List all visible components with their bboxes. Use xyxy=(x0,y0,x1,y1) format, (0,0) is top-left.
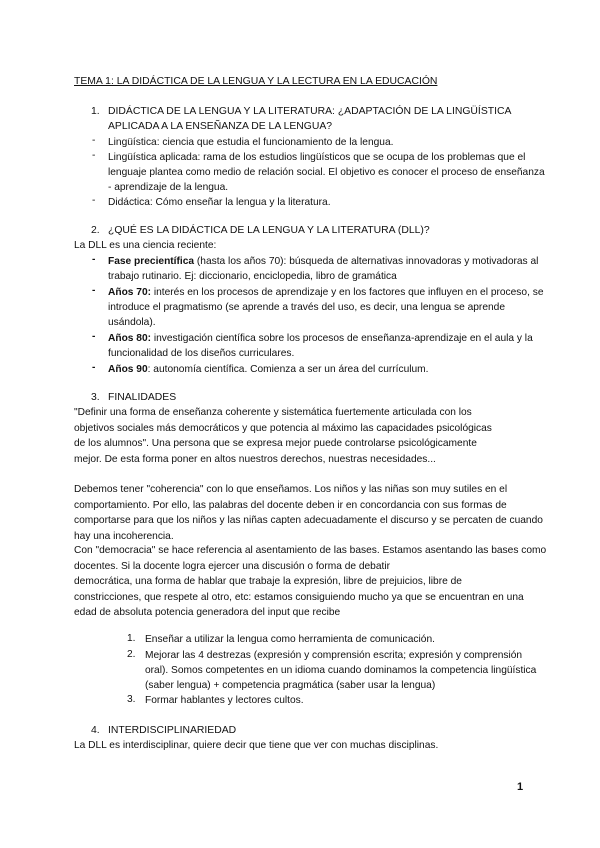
paragraph-line: "Definir una forma de enseñanza coherente y sistemática fuertemente articulada con los xyxy=(74,407,472,418)
paragraph-line: Con "democracia" se hace referencia al asentamiento de las bases. Estamos asentando las bases como xyxy=(74,545,547,556)
paragraph-line: Debemos tener "coherencia" con lo que enseñamos. Los niños y las niñas son muy sutiles en el xyxy=(74,484,508,495)
list-item-text: Mejorar las 4 destrezas (expresión y comprensión escrita; expresión y comprensión xyxy=(145,650,523,661)
paragraph-line: docentes. Si la docente logra ejercer una discusión o forma de debatir xyxy=(74,560,391,572)
bullet-dash: - xyxy=(92,135,96,146)
bullet-text: introduce el pragmatismo (se aprende a través del uso, es decir, una lengua se aprende xyxy=(108,302,505,313)
list-number: 2. xyxy=(127,649,136,660)
bullet-text: Años 80: investigación científica sobre los procesos de enseñanza-aprendizaje en el aula y la xyxy=(108,333,533,344)
paragraph-line: democrática, una forma de hablar que trabaje la expresión, libre de prejuicios, libre de xyxy=(74,576,462,587)
section-4-text: La DLL es interdisciplinar, quiere decir que tiene que ver con muchas disciplinas. xyxy=(74,740,439,751)
bullet-dash: - xyxy=(92,150,96,161)
bullet-text: Didáctica: Cómo enseñar la lengua y la literatura. xyxy=(108,197,331,208)
section-1-number: 1. xyxy=(91,106,100,117)
list-item-text: oral). Somos competentes en un idioma cuando dominamos la competencia lingüística xyxy=(145,665,537,676)
paragraph-line: mejor. De esta forma poner en altos nuestros derechos, nuestras necesidades... xyxy=(74,453,436,465)
page-number: 1 xyxy=(517,781,524,793)
bullet-text: Años 90: autonomía científica. Comienza a ser un área del currículum. xyxy=(108,364,429,375)
democracy-paragraph xyxy=(74,543,546,621)
list-item-text: (saber lengua) + competencia pragmática (saber usar la lengua) xyxy=(145,680,436,691)
paragraph-line: de los alumnos". Una persona que se expresa mejor puede controlarse psicológicamente xyxy=(74,438,477,449)
section-2-heading: ¿QUÉ ES LA DIDÁCTICA DE LA LENGUA Y LA LITERATURA (DLL)? xyxy=(108,225,430,236)
bullet-text: Años 70: interés en los procesos de aprendizaje y en los factores que influyen en el proceso, se xyxy=(108,287,544,298)
list-number: 3. xyxy=(127,694,136,705)
bullet-dash: - xyxy=(92,285,96,296)
paragraph-line: constricciones, que respete al otro, etc: estamos consiguiendo mucho ya que se encuentran en una xyxy=(74,591,524,603)
paragraph-line: comportamiento. Por ello, las palabras del docente deben ir en concordancia con sus formas de xyxy=(74,499,507,511)
paragraph-line: objetivos sociales más democráticos y que potencia al máximo las capacidades psicológicas xyxy=(74,422,492,434)
bullet-text: trabajo rutinario. Ej: diccionario, enciclopedia, libro de gramática xyxy=(108,271,397,282)
bullet-text: - aprendizaje de la lengua. xyxy=(108,182,229,193)
quote-paragraph xyxy=(74,405,492,467)
list-item-text: Formar hablantes y lectores cultos. xyxy=(145,695,304,706)
list-number: 1. xyxy=(127,633,136,644)
coherence-paragraph xyxy=(74,482,543,544)
paragraph-line: comportarse para que los niños y las niñas capten adecuadamente el discurso y se percaten de cuando xyxy=(74,515,543,526)
bullet-dash: - xyxy=(92,254,96,265)
section-1-heading-line1: DIDÁCTICA DE LA LENGUA Y LA LITERATURA: ¿ADAPTACIÓN DE LA LINGÜÍSTICA xyxy=(108,106,512,117)
bullet-dash: - xyxy=(92,362,96,373)
section-4-number: 4. xyxy=(91,725,100,736)
paragraph-line: hay una incoherencia. xyxy=(74,530,174,542)
section-4-heading: INTERDISCIPLINARIEDAD xyxy=(108,725,237,736)
section-3-number: 3. xyxy=(91,392,100,403)
bullet-text: Lingüística aplicada: rama de los estudios lingüísticos que se ocupa de los problemas que el xyxy=(108,152,526,163)
section-2-intro: La DLL es una ciencia reciente: xyxy=(74,240,217,251)
bullet-text: lenguaje plantea como medio de relación social. El objetivo es conocer el proceso de enseñanza xyxy=(108,167,545,178)
list-item-text: Enseñar a utilizar la lengua como herramienta de comunicación. xyxy=(145,634,435,645)
bullet-text: usándola). xyxy=(108,317,156,328)
bullet-text: Fase precientífica (hasta los años 70): búsqueda de alternativas innovadoras y motivadoras al xyxy=(108,256,539,267)
bullet-text: funcionalidad de los diseños curriculares. xyxy=(108,348,295,359)
bullet-dash: - xyxy=(92,331,96,342)
section-2-number: 2. xyxy=(91,225,100,236)
bullet-dash: - xyxy=(92,195,96,206)
bullet-text: Lingüística: ciencia que estudia el funcionamiento de la lengua. xyxy=(108,137,394,148)
paragraph-line: edad de absoluta potencia generadora del input que recibe xyxy=(74,607,341,618)
section-3-heading: FINALIDADES xyxy=(108,392,177,403)
document-title: TEMA 1: LA DIDÁCTICA DE LA LENGUA Y LA LECTURA EN LA EDUCACIÓN xyxy=(74,76,438,87)
section-1-heading-line2: APLICADA A LA ENSEÑANZA DE LA LENGUA? xyxy=(108,121,333,132)
